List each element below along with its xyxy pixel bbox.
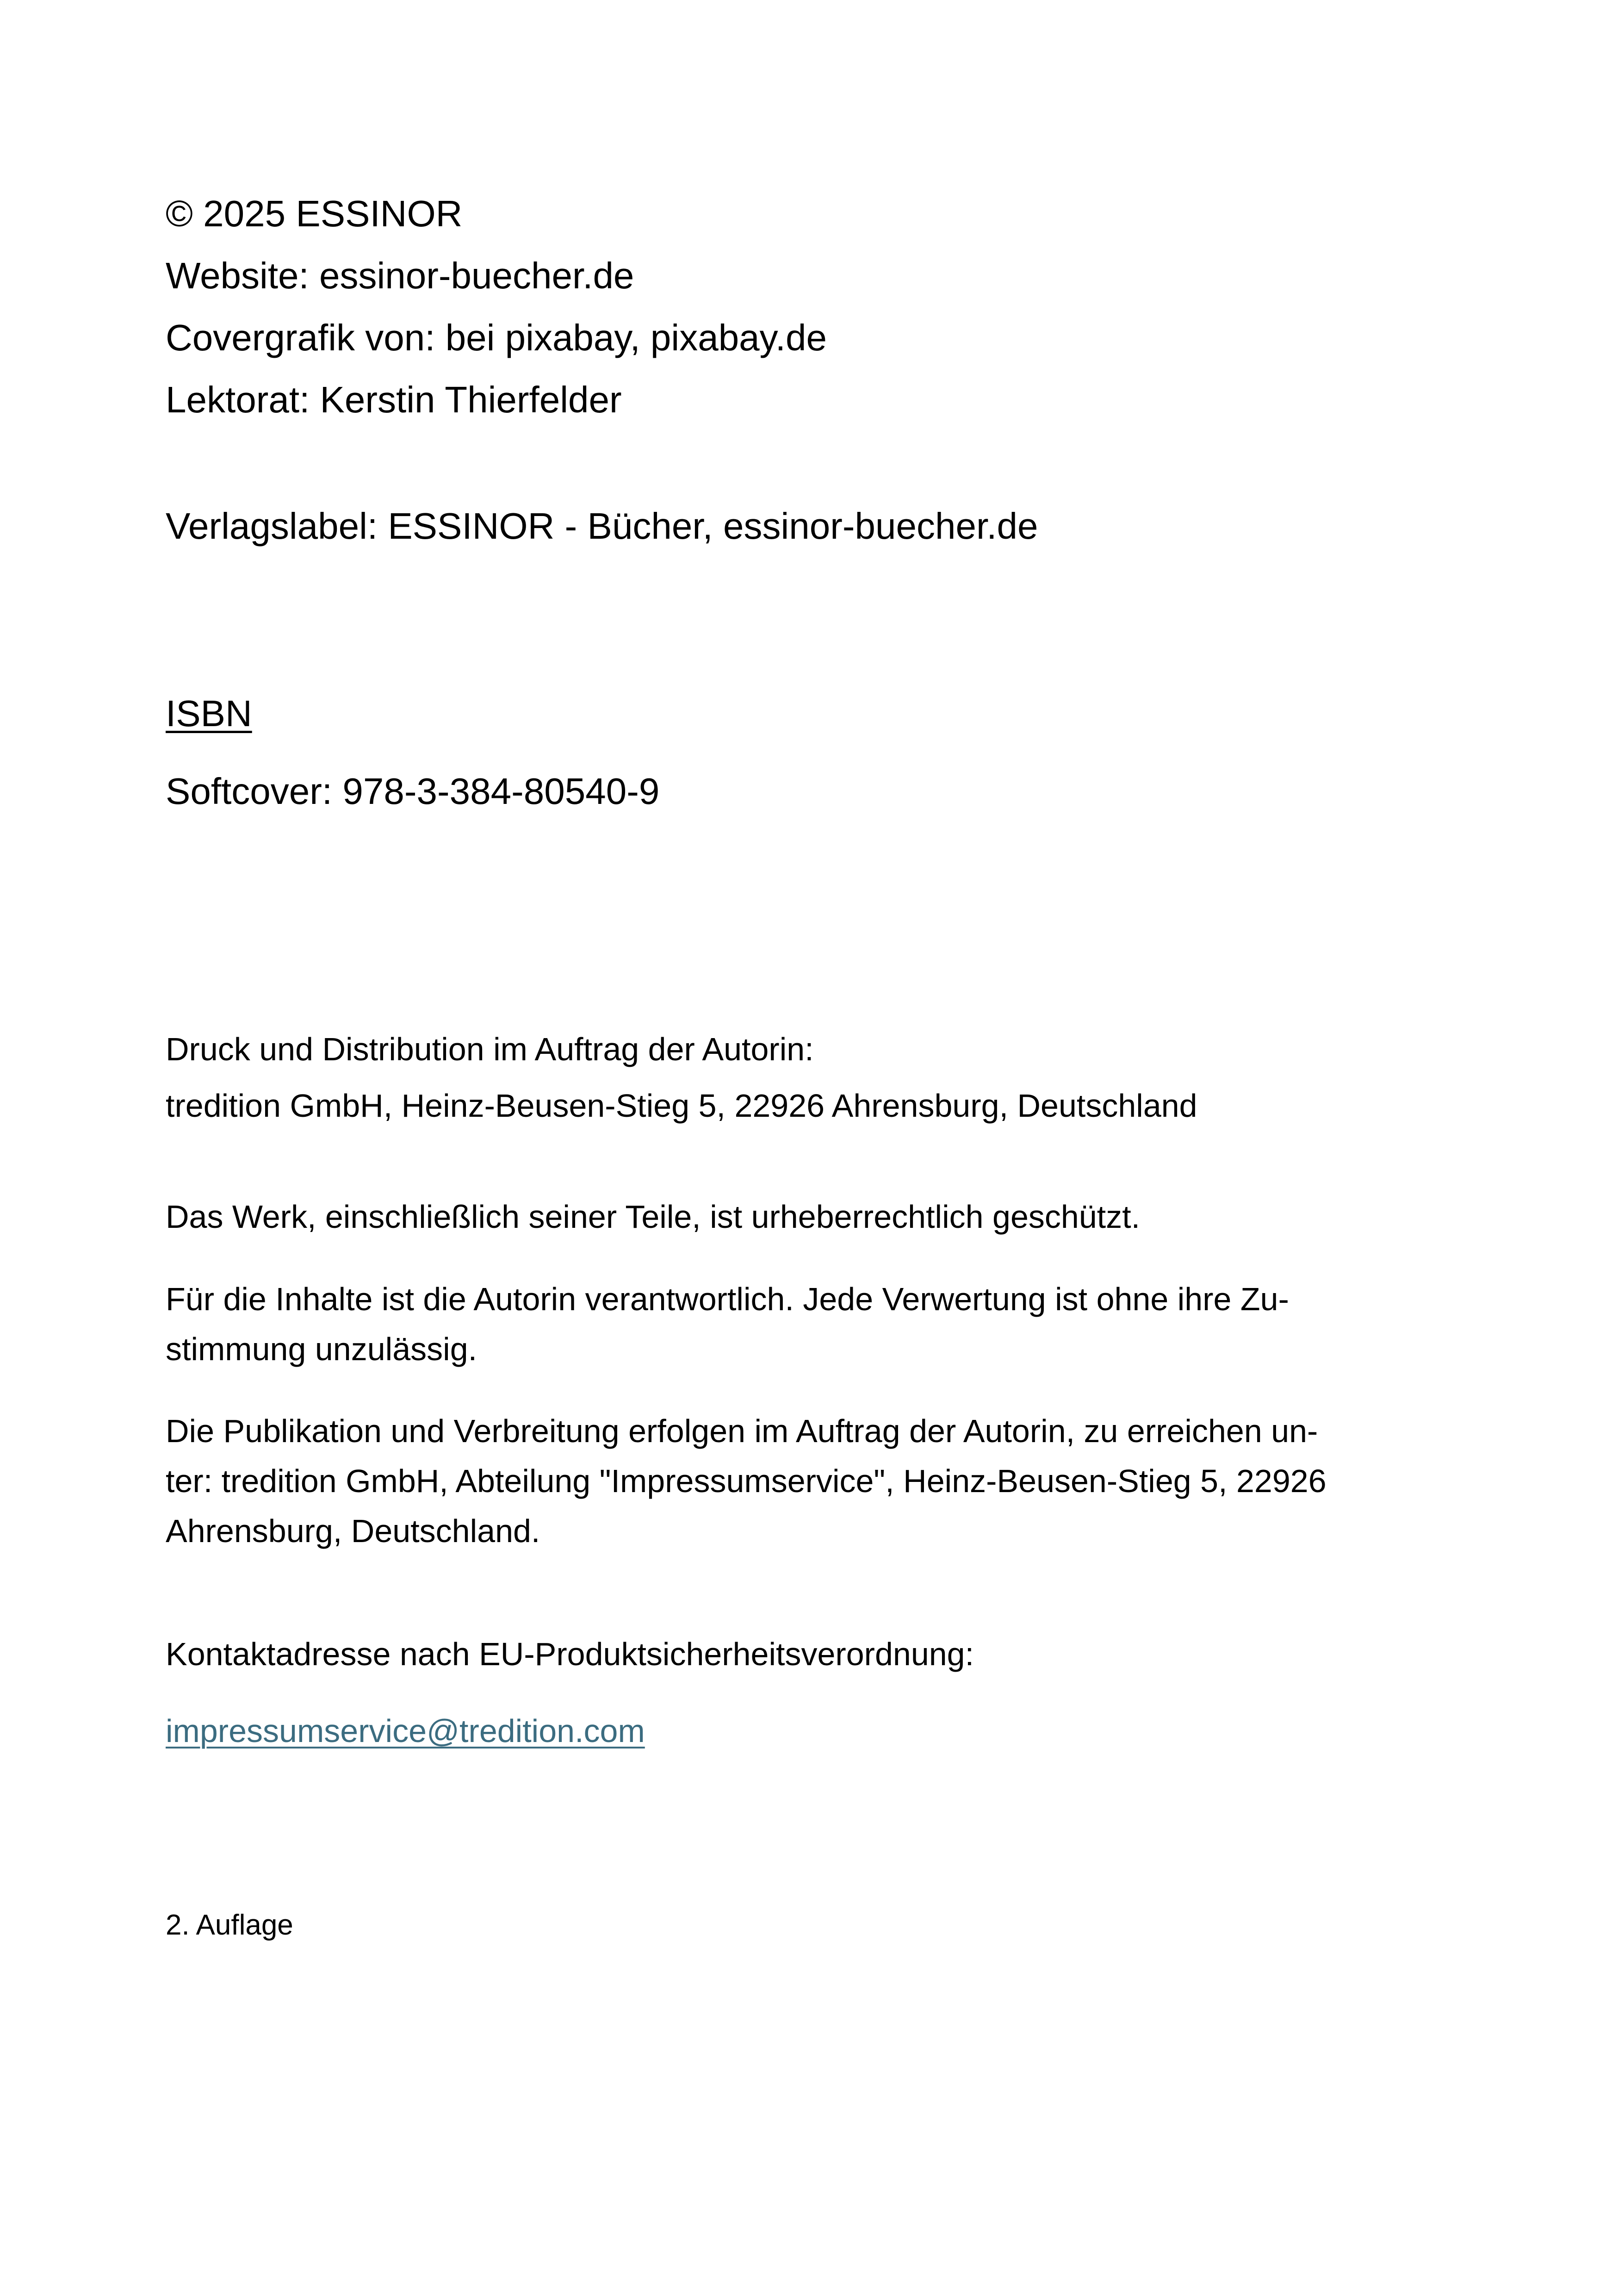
- publication-line-2: ter: tredition GmbH, Abteilung "Impressumservice", Heinz-Beusen-Stieg 5, 22926: [166, 1463, 1327, 1499]
- copyright-note: Das Werk, einschließlich seiner Teile, ist urheberrechtlich geschützt.: [166, 1199, 1141, 1235]
- edition-label: 2. Auflage: [166, 1909, 293, 1941]
- responsibility-line-1: Für die Inhalte ist die Autorin verantwortlich. Jede Verwertung ist ohne ihre Zu-: [166, 1281, 1289, 1317]
- distribution-block: [166, 1021, 1452, 1134]
- website-line: Website: essinor-buecher.de: [166, 255, 634, 296]
- imprint-header: [166, 183, 1452, 431]
- contact-email-link[interactable]: impressumservice@tredition.com: [166, 1713, 645, 1749]
- contact-block: [166, 1629, 1452, 1756]
- distribution-line-1: Druck und Distribution im Auftrag der Autorin:: [166, 1031, 814, 1067]
- publication-line-1: Die Publikation und Verbreitung erfolgen im Auftrag der Autorin, zu erreichen un-: [166, 1413, 1318, 1449]
- copyright-line: © 2025 ESSINOR: [166, 193, 463, 234]
- editing-credit-line: Lektorat: Kerstin Thierfelder: [166, 379, 622, 420]
- isbn-heading: ISBN: [166, 693, 252, 734]
- isbn-block: [166, 683, 1452, 822]
- responsibility-block: [166, 1274, 1452, 1374]
- isbn-softcover-line: Softcover: 978-3-384-80540-9: [166, 771, 660, 812]
- publisher-label-line: Verlagslabel: ESSINOR - Bücher, essinor-buecher.de: [166, 505, 1038, 547]
- copyright-note-block: [166, 1192, 1452, 1242]
- publication-line-3: Ahrensburg, Deutschland.: [166, 1513, 540, 1549]
- distribution-line-2: tredition GmbH, Heinz-Beusen-Stieg 5, 22926 Ahrensburg, Deutschland: [166, 1088, 1197, 1124]
- edition-block: [166, 1907, 1452, 1944]
- publisher-label-block: [166, 495, 1452, 557]
- contact-label: Kontaktadresse nach EU-Produktsicherheitsverordnung:: [166, 1636, 974, 1672]
- cover-credit-line: Covergrafik von: bei pixabay, pixabay.de: [166, 317, 827, 358]
- publication-block: [166, 1406, 1452, 1556]
- responsibility-line-2: stimmung unzulässig.: [166, 1331, 477, 1367]
